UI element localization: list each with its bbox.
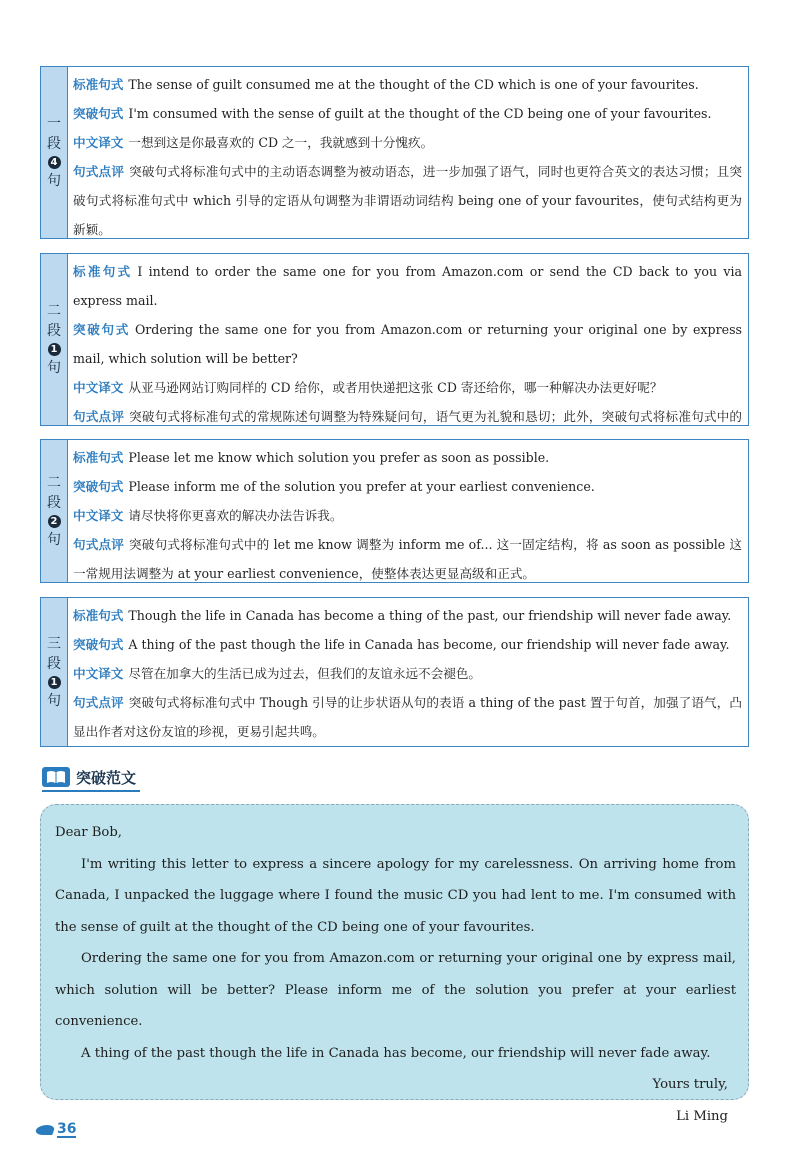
sentence-comment: 句式点评 突破句式将标准句式中 Though 引导的让步状语从句的表语 a thing of the past 置于句首，加强了语气，凸显出作者对这份友谊的珍视，更易引起共鸣。 [73,695,742,739]
chinese-translation: 中文译文 从亚马逊网站订购同样的 CD 给你，或者用快递把这张 CD 寄还给你，哪一种解决办法更好呢？ [73,380,663,395]
standard-sentence: 标准句式 I intend to order the same one for you from Amazon.com or send the CD back to you via express mail. [73,264,742,308]
page-number: 36 [57,1121,77,1137]
standard-sentence: 标准句式 Please let me know which solution you prefer as soon as possible. [73,450,550,465]
breakthrough-sentence: 突破句式 I'm consumed with the sense of guilt at the thought of the CD being one of your favourites. [73,106,712,121]
sentence-block-2 [40,253,749,426]
sentence-block-4 [40,597,749,747]
block-side-label: 三 段 1 句 [41,598,68,746]
block-side-label: 二 段 2 句 [41,440,68,582]
block-side-label: 一 段 4 句 [41,67,68,238]
sentence-block-3 [40,439,749,583]
letter-paragraph: I'm writing this letter to express a sincere apology for my carelessness. On arriving home from Canada, I unpacked the luggage where I found the music CD you had lent to me. I'm consumed with the sense of guilt at the thought of the CD being one of your favourites. [55,856,736,935]
section-title: 突破范文 [42,764,140,792]
sentence-comment: 句式点评 突破句式将标准句式的常规陈述句调整为特殊疑问句，语气更为礼貌和恳切；此外，突破句式将标准句式中的 [73,409,743,424]
standard-sentence: 标准句式 Though the life in Canada has become a thing of the past, our friendship will never fade away. [73,608,732,623]
page-footer [36,1122,76,1138]
book-icon [42,767,70,787]
sentence-block-1 [40,66,749,239]
letter-salutation: Dear Bob, [55,825,122,840]
letter-signature: Li Ming [676,1108,728,1124]
breakthrough-sentence: 突破句式 Please inform me of the solution you prefer at your earliest convenience. [73,479,595,494]
chinese-translation: 中文译文 请尽快将你更喜欢的解决办法告诉我。 [73,508,343,523]
breakthrough-sentence: 突破句式 Ordering the same one for you from Amazon.com or returning your original one by express mail, which solution will be better? [73,322,742,366]
block-side-label: 二 段 1 句 [41,254,68,425]
sentence-comment: 句式点评 突破句式将标准句式中的主动语态调整为被动语态，进一步加强了语气，同时也更符合英文的表达习惯；且突破句式将标准句式中 which 引导的定语从句调整为非谓语动词结构 being one of your favourites，使句式结构更为新颖。 [73,164,743,237]
breakthrough-sentence: 突破句式 A thing of the past though the life in Canada has become, our friendship will never fade away. [73,637,730,652]
letter-paragraph: Ordering the same one for you from Amazon.com or returning your original one by express mail, which solution will be better? Please inform me of the solution you prefer at your earliest convenience. [55,951,736,1029]
letter-closing: Yours truly, [652,1077,728,1092]
swoosh-icon [34,1125,56,1135]
standard-sentence: 标准句式 The sense of guilt consumed me at the thought of the CD which is one of your favourites. [73,77,699,92]
chinese-translation: 中文译文 一想到这是你最喜欢的 CD 之一，我就感到十分愧疚。 [73,135,434,150]
sentence-comment: 句式点评 突破句式将标准句式中的 let me know 调整为 inform me of... 这一固定结构，将 as soon as possible 这一常规用法调整为 at your earliest convenience，使整体表达更显高级和正式。 [73,537,742,581]
letter-paragraph: A thing of the past though the life in Canada has become, our friendship will never fade away. [81,1045,711,1061]
model-letter [40,804,749,1124]
chinese-translation: 中文译文 尽管在加拿大的生活已成为过去，但我们的友谊永远不会褪色。 [73,666,481,681]
